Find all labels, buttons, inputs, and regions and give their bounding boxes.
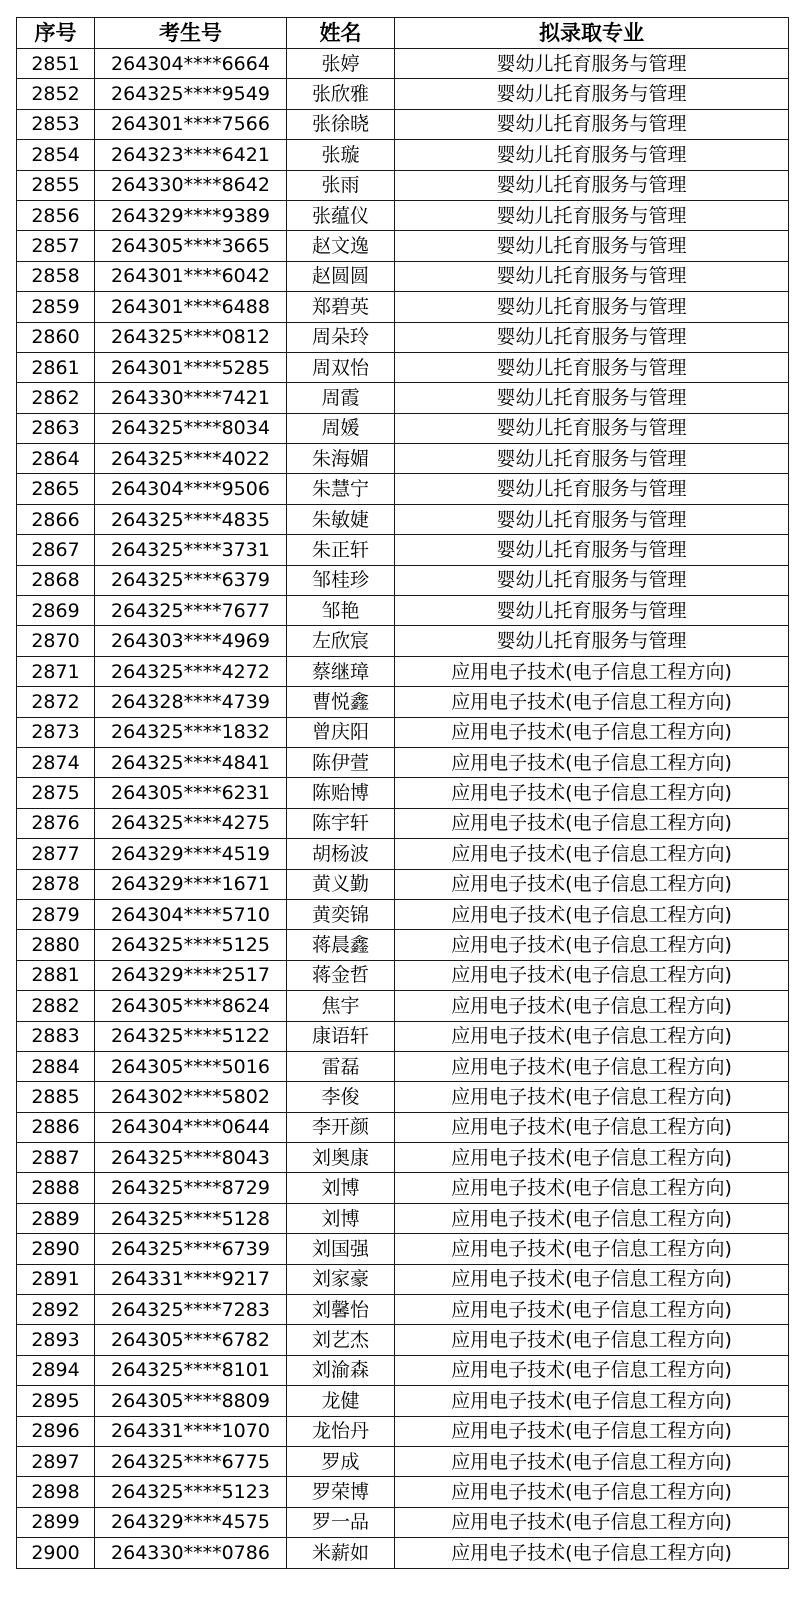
cell-major: 应用电子技术(电子信息工程方向) [395, 1446, 789, 1476]
cell-seq: 2884 [17, 1051, 95, 1081]
cell-name: 蒋金哲 [287, 960, 395, 990]
cell-major: 婴幼儿托育服务与管理 [395, 383, 789, 413]
cell-major: 应用电子技术(电子信息工程方向) [395, 1295, 789, 1325]
table-row [17, 1477, 789, 1507]
table-row [17, 1446, 789, 1476]
table-row [17, 1355, 789, 1385]
table-row [17, 1021, 789, 1051]
cell-name: 朱正轩 [287, 535, 395, 565]
cell-major: 婴幼儿托育服务与管理 [395, 49, 789, 79]
cell-seq: 2870 [17, 626, 95, 656]
table-row [17, 687, 789, 717]
cell-name: 刘渝森 [287, 1355, 395, 1385]
cell-exam-id: 264325****6379 [95, 565, 287, 595]
cell-name: 郑碧英 [287, 292, 395, 322]
table-row [17, 1234, 789, 1264]
cell-name: 赵文逸 [287, 231, 395, 261]
table-row [17, 322, 789, 352]
cell-major: 应用电子技术(电子信息工程方向) [395, 1325, 789, 1355]
cell-exam-id: 264328****4739 [95, 687, 287, 717]
table-row [17, 413, 789, 443]
cell-major: 婴幼儿托育服务与管理 [395, 626, 789, 656]
cell-name: 张欣雅 [287, 79, 395, 109]
table-row [17, 596, 789, 626]
cell-major: 应用电子技术(电子信息工程方向) [395, 778, 789, 808]
cell-major: 婴幼儿托育服务与管理 [395, 170, 789, 200]
cell-name: 周朵玲 [287, 322, 395, 352]
table-row [17, 504, 789, 534]
cell-major: 应用电子技术(电子信息工程方向) [395, 1203, 789, 1233]
table-row [17, 1416, 789, 1446]
cell-seq: 2889 [17, 1203, 95, 1233]
cell-seq: 2860 [17, 322, 95, 352]
cell-name: 黄奕锦 [287, 899, 395, 929]
table-row [17, 231, 789, 261]
cell-major: 应用电子技术(电子信息工程方向) [395, 1234, 789, 1264]
cell-exam-id: 264304****9506 [95, 474, 287, 504]
table-row [17, 717, 789, 747]
cell-major: 婴幼儿托育服务与管理 [395, 200, 789, 230]
cell-exam-id: 264301****6042 [95, 261, 287, 291]
cell-name: 刘艺杰 [287, 1325, 395, 1355]
table-row [17, 109, 789, 139]
cell-exam-id: 264325****5122 [95, 1021, 287, 1051]
cell-seq: 2881 [17, 960, 95, 990]
cell-seq: 2864 [17, 444, 95, 474]
cell-exam-id: 264325****8043 [95, 1143, 287, 1173]
cell-seq: 2875 [17, 778, 95, 808]
cell-name: 雷磊 [287, 1051, 395, 1081]
cell-name: 张雨 [287, 170, 395, 200]
cell-name: 张婷 [287, 49, 395, 79]
cell-major: 婴幼儿托育服务与管理 [395, 261, 789, 291]
cell-seq: 2873 [17, 717, 95, 747]
table-row [17, 1507, 789, 1537]
cell-exam-id: 264329****4575 [95, 1507, 287, 1537]
cell-seq: 2885 [17, 1082, 95, 1112]
table-row [17, 778, 789, 808]
cell-seq: 2894 [17, 1355, 95, 1385]
cell-name: 龙怡丹 [287, 1416, 395, 1446]
cell-name: 胡杨波 [287, 839, 395, 869]
cell-major: 应用电子技术(电子信息工程方向) [395, 1173, 789, 1203]
cell-major: 应用电子技术(电子信息工程方向) [395, 1051, 789, 1081]
cell-major: 应用电子技术(电子信息工程方向) [395, 808, 789, 838]
table-row [17, 1386, 789, 1416]
cell-name: 张璇 [287, 140, 395, 170]
table-row [17, 1051, 789, 1081]
cell-major: 婴幼儿托育服务与管理 [395, 444, 789, 474]
cell-exam-id: 264330****8642 [95, 170, 287, 200]
table-row [17, 1203, 789, 1233]
cell-exam-id: 264325****7283 [95, 1295, 287, 1325]
cell-seq: 2886 [17, 1112, 95, 1142]
cell-seq: 2874 [17, 747, 95, 777]
cell-seq: 2851 [17, 49, 95, 79]
cell-exam-id: 264323****6421 [95, 140, 287, 170]
cell-seq: 2868 [17, 565, 95, 595]
cell-name: 陈贻博 [287, 778, 395, 808]
cell-major: 应用电子技术(电子信息工程方向) [395, 1416, 789, 1446]
cell-name: 朱慧宁 [287, 474, 395, 504]
cell-seq: 2887 [17, 1143, 95, 1173]
table-row [17, 49, 789, 79]
cell-major: 婴幼儿托育服务与管理 [395, 79, 789, 109]
table-row [17, 444, 789, 474]
cell-seq: 2888 [17, 1173, 95, 1203]
cell-name: 张徐晓 [287, 109, 395, 139]
header-row [17, 18, 789, 49]
cell-name: 朱敏婕 [287, 504, 395, 534]
cell-major: 应用电子技术(电子信息工程方向) [395, 747, 789, 777]
cell-name: 朱海媚 [287, 444, 395, 474]
cell-seq: 2865 [17, 474, 95, 504]
cell-name: 刘博 [287, 1203, 395, 1233]
cell-seq: 2852 [17, 79, 95, 109]
table-row [17, 140, 789, 170]
table-row [17, 170, 789, 200]
cell-seq: 2862 [17, 383, 95, 413]
table-row [17, 292, 789, 322]
cell-exam-id: 264325****5123 [95, 1477, 287, 1507]
table-row [17, 1143, 789, 1173]
table-row [17, 1112, 789, 1142]
cell-exam-id: 264325****4835 [95, 504, 287, 534]
cell-exam-id: 264325****8101 [95, 1355, 287, 1385]
cell-seq: 2878 [17, 869, 95, 899]
cell-name: 康语轩 [287, 1021, 395, 1051]
cell-exam-id: 264325****4022 [95, 444, 287, 474]
cell-name: 黄义勤 [287, 869, 395, 899]
table-row [17, 656, 789, 686]
cell-name: 罗一品 [287, 1507, 395, 1537]
cell-major: 婴幼儿托育服务与管理 [395, 474, 789, 504]
cell-major: 婴幼儿托育服务与管理 [395, 292, 789, 322]
table-row [17, 383, 789, 413]
cell-major: 应用电子技术(电子信息工程方向) [395, 687, 789, 717]
cell-exam-id: 264304****5710 [95, 899, 287, 929]
cell-exam-id: 264302****5802 [95, 1082, 287, 1112]
cell-seq: 2897 [17, 1446, 95, 1476]
cell-name: 周媛 [287, 413, 395, 443]
cell-exam-id: 264325****4275 [95, 808, 287, 838]
table-row [17, 1264, 789, 1294]
cell-exam-id: 264304****0644 [95, 1112, 287, 1142]
cell-name: 刘奥康 [287, 1143, 395, 1173]
cell-seq: 2867 [17, 535, 95, 565]
cell-seq: 2872 [17, 687, 95, 717]
admission-table [16, 17, 789, 1569]
cell-seq: 2899 [17, 1507, 95, 1537]
cell-seq: 2883 [17, 1021, 95, 1051]
table-row [17, 261, 789, 291]
cell-exam-id: 264325****0812 [95, 322, 287, 352]
cell-seq: 2880 [17, 930, 95, 960]
table-row [17, 565, 789, 595]
cell-seq: 2892 [17, 1295, 95, 1325]
cell-seq: 2871 [17, 656, 95, 686]
cell-exam-id: 264301****5285 [95, 352, 287, 382]
cell-exam-id: 264331****1070 [95, 1416, 287, 1446]
cell-major: 应用电子技术(电子信息工程方向) [395, 930, 789, 960]
cell-major: 应用电子技术(电子信息工程方向) [395, 869, 789, 899]
cell-exam-id: 264325****8034 [95, 413, 287, 443]
header-exam-id: 考生号 [95, 18, 287, 49]
cell-name: 陈伊萱 [287, 747, 395, 777]
cell-major: 婴幼儿托育服务与管理 [395, 535, 789, 565]
table-row [17, 1082, 789, 1112]
header-major: 拟录取专业 [395, 18, 789, 49]
table-row [17, 626, 789, 656]
table-row [17, 930, 789, 960]
cell-exam-id: 264330****7421 [95, 383, 287, 413]
cell-major: 婴幼儿托育服务与管理 [395, 140, 789, 170]
cell-exam-id: 264329****4519 [95, 839, 287, 869]
table-header [17, 18, 789, 49]
cell-major: 应用电子技术(电子信息工程方向) [395, 1477, 789, 1507]
cell-seq: 2869 [17, 596, 95, 626]
table-row [17, 535, 789, 565]
cell-name: 刘国强 [287, 1234, 395, 1264]
table-row [17, 79, 789, 109]
cell-exam-id: 264301****7566 [95, 109, 287, 139]
cell-seq: 2876 [17, 808, 95, 838]
cell-name: 左欣宸 [287, 626, 395, 656]
cell-seq: 2853 [17, 109, 95, 139]
cell-seq: 2863 [17, 413, 95, 443]
cell-major: 婴幼儿托育服务与管理 [395, 109, 789, 139]
cell-exam-id: 264303****4969 [95, 626, 287, 656]
cell-seq: 2856 [17, 200, 95, 230]
cell-major: 应用电子技术(电子信息工程方向) [395, 960, 789, 990]
cell-major: 应用电子技术(电子信息工程方向) [395, 1538, 789, 1568]
cell-exam-id: 264305****3665 [95, 231, 287, 261]
cell-major: 婴幼儿托育服务与管理 [395, 565, 789, 595]
cell-name: 周霞 [287, 383, 395, 413]
cell-exam-id: 264305****8809 [95, 1386, 287, 1416]
header-name: 姓名 [287, 18, 395, 49]
cell-name: 蔡继璋 [287, 656, 395, 686]
cell-name: 邹艳 [287, 596, 395, 626]
cell-name: 李开颜 [287, 1112, 395, 1142]
cell-seq: 2900 [17, 1538, 95, 1568]
cell-seq: 2896 [17, 1416, 95, 1446]
cell-seq: 2891 [17, 1264, 95, 1294]
header-seq: 序号 [17, 18, 95, 49]
cell-name: 曹悦鑫 [287, 687, 395, 717]
cell-exam-id: 264329****1671 [95, 869, 287, 899]
cell-name: 龙健 [287, 1386, 395, 1416]
cell-major: 应用电子技术(电子信息工程方向) [395, 717, 789, 747]
cell-exam-id: 264325****3731 [95, 535, 287, 565]
cell-seq: 2898 [17, 1477, 95, 1507]
cell-major: 应用电子技术(电子信息工程方向) [395, 1507, 789, 1537]
cell-major: 婴幼儿托育服务与管理 [395, 352, 789, 382]
cell-name: 李俊 [287, 1082, 395, 1112]
cell-exam-id: 264325****6739 [95, 1234, 287, 1264]
cell-seq: 2861 [17, 352, 95, 382]
cell-name: 邹桂珍 [287, 565, 395, 595]
cell-exam-id: 264325****5128 [95, 1203, 287, 1233]
cell-exam-id: 264301****6488 [95, 292, 287, 322]
cell-name: 刘馨怡 [287, 1295, 395, 1325]
cell-major: 婴幼儿托育服务与管理 [395, 322, 789, 352]
cell-major: 婴幼儿托育服务与管理 [395, 413, 789, 443]
table-row [17, 200, 789, 230]
cell-exam-id: 264305****5016 [95, 1051, 287, 1081]
cell-major: 婴幼儿托育服务与管理 [395, 504, 789, 534]
cell-exam-id: 264325****8729 [95, 1173, 287, 1203]
cell-major: 应用电子技术(电子信息工程方向) [395, 899, 789, 929]
cell-exam-id: 264325****5125 [95, 930, 287, 960]
table-row [17, 1173, 789, 1203]
cell-exam-id: 264325****6775 [95, 1446, 287, 1476]
cell-major: 婴幼儿托育服务与管理 [395, 596, 789, 626]
cell-major: 应用电子技术(电子信息工程方向) [395, 991, 789, 1021]
cell-exam-id: 264330****0786 [95, 1538, 287, 1568]
cell-seq: 2855 [17, 170, 95, 200]
cell-major: 应用电子技术(电子信息工程方向) [395, 1386, 789, 1416]
cell-name: 刘博 [287, 1173, 395, 1203]
cell-major: 应用电子技术(电子信息工程方向) [395, 1112, 789, 1142]
cell-exam-id: 264305****8624 [95, 991, 287, 1021]
cell-exam-id: 264331****9217 [95, 1264, 287, 1294]
cell-name: 赵圆圆 [287, 261, 395, 291]
cell-seq: 2877 [17, 839, 95, 869]
table-row [17, 839, 789, 869]
table-row [17, 1538, 789, 1568]
table-body [17, 49, 789, 1569]
cell-major: 应用电子技术(电子信息工程方向) [395, 1264, 789, 1294]
cell-seq: 2879 [17, 899, 95, 929]
cell-seq: 2866 [17, 504, 95, 534]
cell-seq: 2857 [17, 231, 95, 261]
cell-exam-id: 264325****9549 [95, 79, 287, 109]
cell-major: 应用电子技术(电子信息工程方向) [395, 1021, 789, 1051]
cell-seq: 2882 [17, 991, 95, 1021]
cell-seq: 2854 [17, 140, 95, 170]
table-row [17, 869, 789, 899]
cell-exam-id: 264325****1832 [95, 717, 287, 747]
cell-seq: 2895 [17, 1386, 95, 1416]
cell-name: 周双怡 [287, 352, 395, 382]
cell-name: 曾庆阳 [287, 717, 395, 747]
table-row [17, 1325, 789, 1355]
table-row [17, 474, 789, 504]
cell-major: 应用电子技术(电子信息工程方向) [395, 839, 789, 869]
cell-exam-id: 264305****6231 [95, 778, 287, 808]
cell-name: 罗荣博 [287, 1477, 395, 1507]
cell-name: 米薪如 [287, 1538, 395, 1568]
cell-exam-id: 264305****6782 [95, 1325, 287, 1355]
cell-exam-id: 264325****4841 [95, 747, 287, 777]
table-row [17, 991, 789, 1021]
cell-name: 罗成 [287, 1446, 395, 1476]
cell-exam-id: 264304****6664 [95, 49, 287, 79]
table-row [17, 899, 789, 929]
cell-exam-id: 264325****7677 [95, 596, 287, 626]
cell-exam-id: 264325****4272 [95, 656, 287, 686]
table-row [17, 1295, 789, 1325]
cell-name: 张蕴仪 [287, 200, 395, 230]
cell-name: 刘家豪 [287, 1264, 395, 1294]
cell-major: 应用电子技术(电子信息工程方向) [395, 1143, 789, 1173]
table-row [17, 747, 789, 777]
cell-seq: 2859 [17, 292, 95, 322]
cell-seq: 2890 [17, 1234, 95, 1264]
cell-major: 婴幼儿托育服务与管理 [395, 231, 789, 261]
cell-seq: 2858 [17, 261, 95, 291]
cell-major: 应用电子技术(电子信息工程方向) [395, 1082, 789, 1112]
table-row [17, 808, 789, 838]
cell-exam-id: 264329****2517 [95, 960, 287, 990]
cell-name: 焦宇 [287, 991, 395, 1021]
table-row [17, 960, 789, 990]
cell-seq: 2893 [17, 1325, 95, 1355]
cell-major: 应用电子技术(电子信息工程方向) [395, 656, 789, 686]
table-row [17, 352, 789, 382]
cell-name: 陈宇轩 [287, 808, 395, 838]
cell-name: 蒋晨鑫 [287, 930, 395, 960]
cell-major: 应用电子技术(电子信息工程方向) [395, 1355, 789, 1385]
cell-exam-id: 264329****9389 [95, 200, 287, 230]
